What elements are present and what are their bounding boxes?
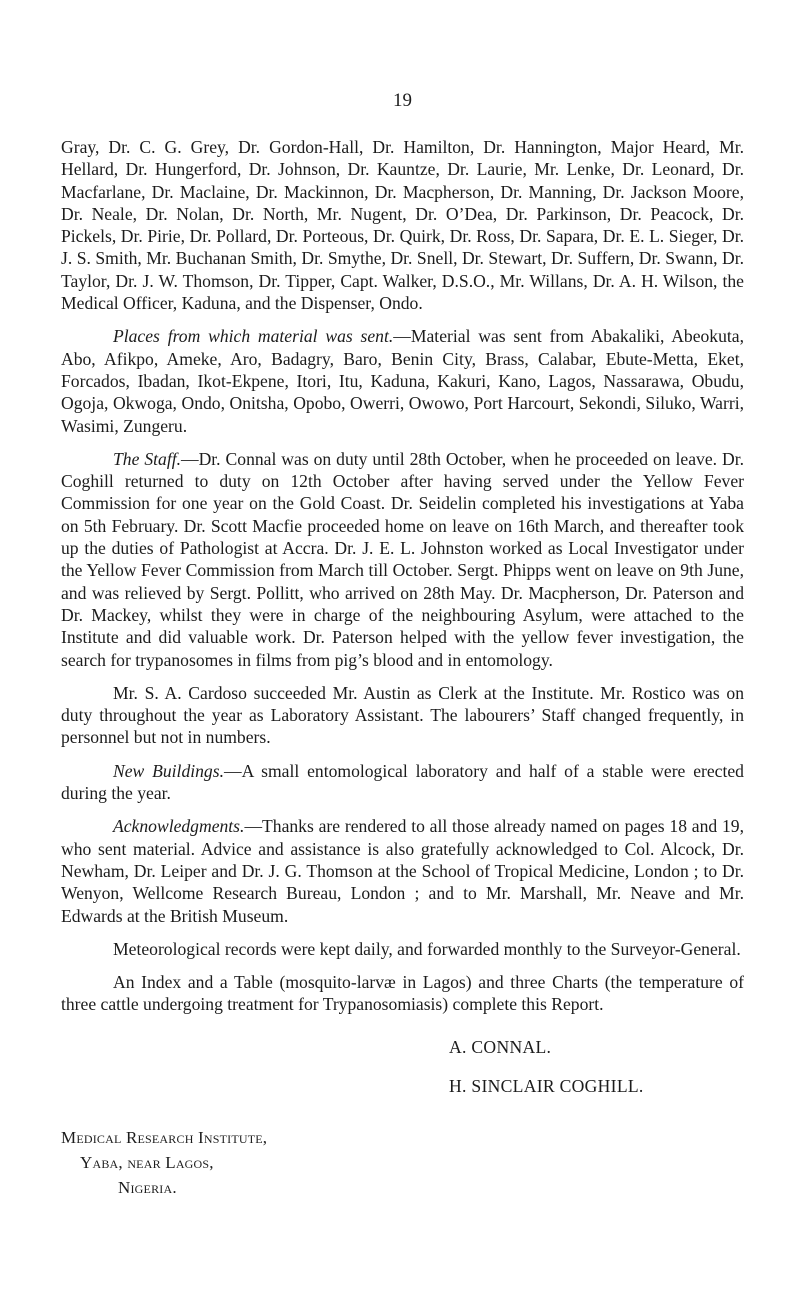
paragraph-text: Gray, Dr. C. G. Grey, Dr. Gordon-Hall, Dr. Hamilton, Dr. Hannington, Major Heard, Mr. Hellard, Dr. Hungerford, Dr. Johnson, Dr. Kauntze, Dr. Laurie, Mr. Lenke, Dr. Leonard, Dr. Macfarlane, Dr. Maclaine, Dr. Mackinnon, Dr. Macpherson, Dr. Manning, Dr. Jackson Moore, Dr. Neale, Dr. Nolan, Dr. North, Mr. Nugent, Dr. O’Dea, Dr. Parkinson, Dr. Peacock, Dr. Pickels, Dr. Pirie, Dr. Pollard, Dr. Porteous, Dr. Quirk, Dr. Ross, Dr. Sapara, Dr. E. L. Sieger, Dr. J. S. Smith, Mr. Buchanan Smith, Dr. Smythe, Dr. Snell, Dr. Stewart, Dr. Suffern, Dr. Swann, Dr. Taylor, Dr. J. W. Thomson, Dr. Tipper, Capt. Walker, D.S.O., Mr. Willans, Dr. A. H. Wilson, the Medical Officer, Kaduna, and the Dispenser, Ondo. <box>61 137 744 314</box>
meteorological-paragraph <box>61 938 744 960</box>
section-heading: The Staff. <box>113 448 181 469</box>
acknowledgments-paragraph <box>61 815 744 926</box>
buildings-paragraph <box>61 760 744 805</box>
section-heading: Places from which material was sent. <box>113 326 394 347</box>
paragraph-text: —Thanks are rendered to all those already named on pages 18 and 19, who sent material. Advice and assistance is also gratefully acknowledged to Col. Alcock, Dr. Newham, Dr. Leiper and Dr. J. G. Thomson at the School of Tropical Medicine, London ; to Dr. Wenyon, Wellcome Research Bureau, London ; and to Mr. Marshall, Mr. Neave and Mr. Edwards at the British Museum. <box>61 816 744 926</box>
signature-connal: A. CONNAL. <box>449 1037 552 1057</box>
page-number: 19 <box>393 90 412 111</box>
contributors-paragraph <box>61 136 744 314</box>
report-body <box>61 136 744 1027</box>
places-paragraph <box>61 325 744 436</box>
address-line: Nigeria. <box>118 1178 177 1197</box>
signature-coghill: H. SINCLAIR COGHILL. <box>449 1076 644 1096</box>
address-line: Medical Research Institute, <box>61 1128 268 1147</box>
section-heading: Acknowledgments. <box>113 816 245 837</box>
staff-paragraph <box>61 448 744 671</box>
paragraph-text: Mr. S. A. Cardoso succeeded Mr. Austin as Clerk at the Institute. Mr. Rostico was on duty throughout the year as Laboratory Assistant. The labourers’ Staff changed frequently, in personnel but not in numbers. <box>61 682 744 748</box>
paragraph-text: An Index and a Table (mosquito-larvæ in Lagos) and three Charts (the temperature of three cattle undergoing treatment for Trypanosomiasis) complete this Report. <box>61 972 744 1015</box>
paragraph-text: —A small entomological laboratory and half of a stable were erected during the year. <box>61 760 744 804</box>
paragraph-text: —Dr. Connal was on duty until 28th October, when he proceeded on leave. Dr. Coghill returned to duty on 12th October after having served under the Yellow Fever Commission for one year on the Gold Coast. Dr. Seidelin completed his investigations at Yaba on 5th February. Dr. Scott Macfie proceeded home on leave on 16th March, and thereafter took up the duties of Pathologist at Accra. Dr. J. E. L. Johnston worked as Local Investigator under the Yellow Fever Commission from March till October. Sergt. Phipps went on leave on 9th June, and was relieved by Sergt. Pollitt, who arrived on 28th May. Dr. Macpherson, Dr. Paterson and Dr. Mackey, whilst they were in charge of the neighbouring Asylum, were attached to the Institute and did valuable work. Dr. Paterson helped with the yellow fever investigation, the search for trypanosomes in films from pig’s blood and in entomology. <box>61 448 744 670</box>
address-line: Yaba, near Lagos, <box>80 1153 214 1172</box>
index-paragraph <box>61 971 744 1016</box>
section-heading: New Buildings. <box>113 760 224 781</box>
paragraph-text: —Material was sent from Abakaliki, Abeokuta, Abo, Afikpo, Ameke, Aro, Badagry, Baro, Benin City, Brass, Calabar, Ebute-Metta, Eket, Forcados, Ibadan, Ikot-Ekpene, Itori, Itu, Kaduna, Kakuri, Kano, Lagos, Nassarawa, Obudu, Ogoja, Okwoga, Ondo, Onitsha, Opobo, Owerri, Owowo, Port Harcourt, Sekondi, Siluko, Warri, Wasimi, Zungeru. <box>61 326 744 436</box>
institute-address <box>61 1125 267 1200</box>
clerk-paragraph <box>61 682 744 749</box>
paragraph-text: Meteorological records were kept daily, and forwarded monthly to the Surveyor-General. <box>113 938 741 959</box>
